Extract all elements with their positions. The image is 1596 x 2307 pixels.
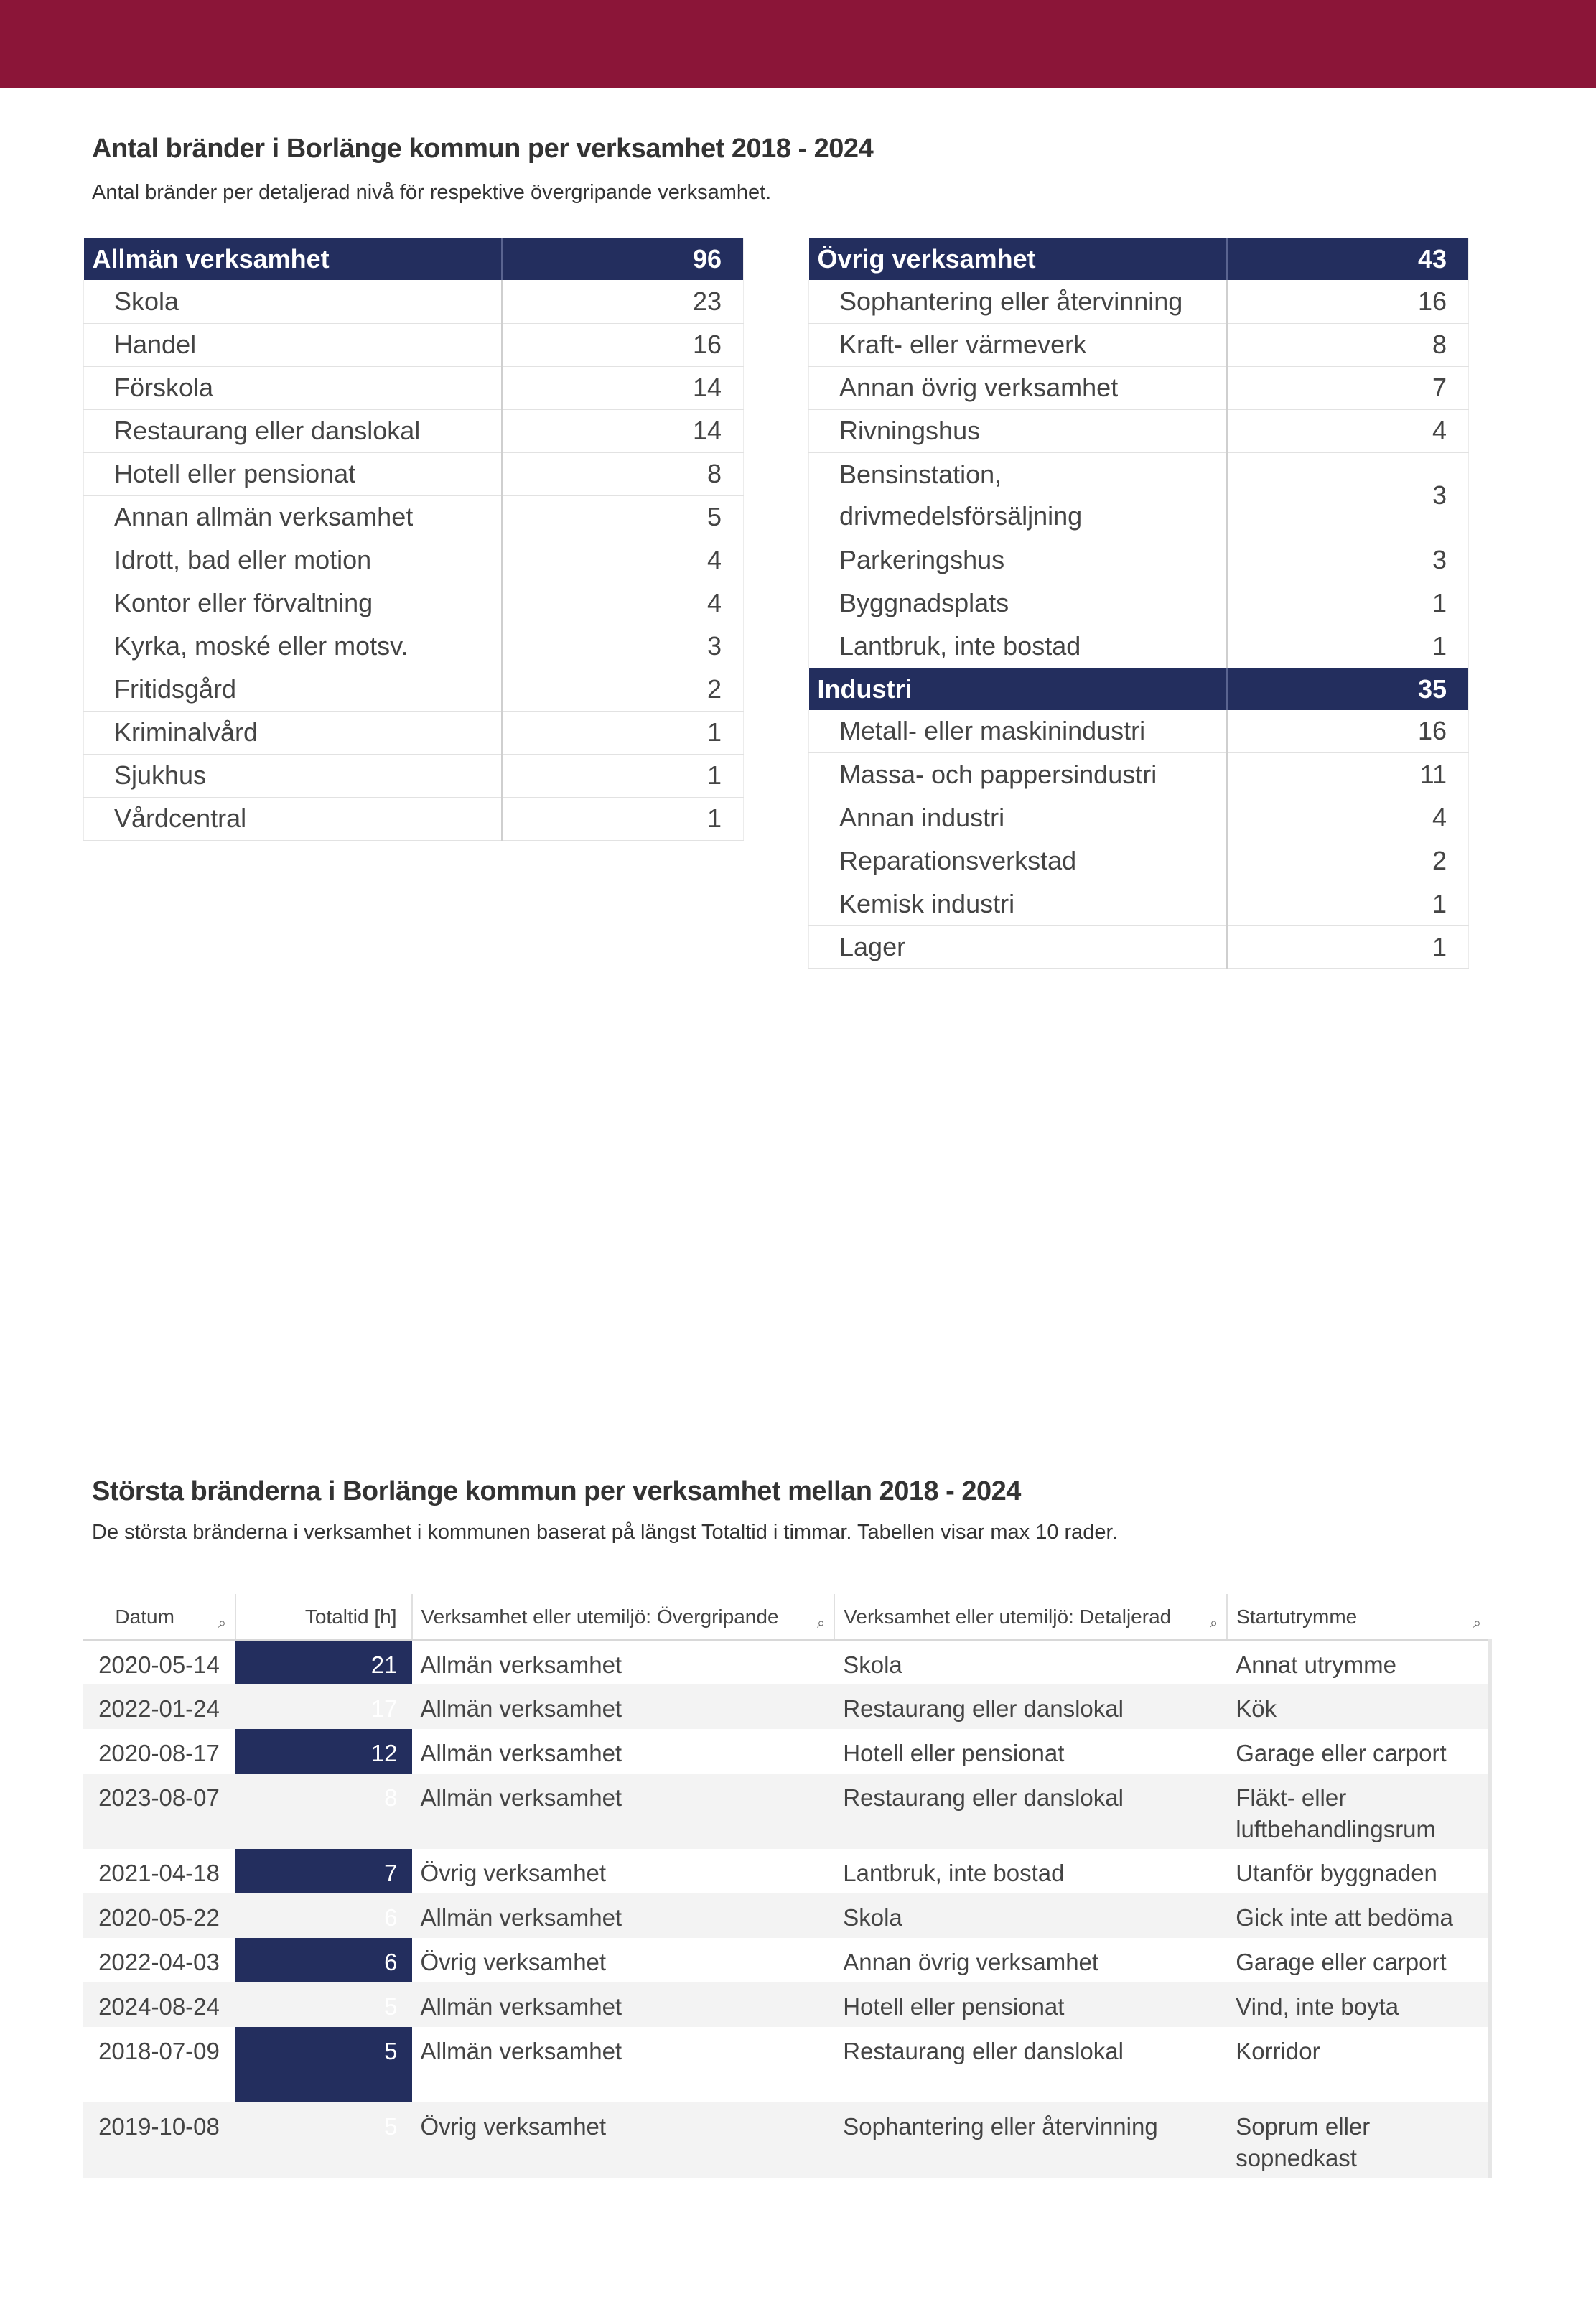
column-header-overall-label: Verksamhet eller utemiljö: Övergripande <box>421 1605 779 1628</box>
category-label: Rivningshus <box>809 409 1227 452</box>
total-time-cell: 6 <box>235 1938 412 1982</box>
category-row <box>84 797 744 840</box>
section-subtitle-largest-fires: De största bränderna i verksamhet i kommunen baserat på längst Totaltid i timmar. Tabellen visar max 10 rader. <box>92 1521 1118 1544</box>
start-room-cell: Soprum eller sopnedkast <box>1227 2102 1490 2178</box>
detailed-activity-cell: Skola <box>834 1893 1227 1938</box>
category-count: 1 <box>1227 882 1469 926</box>
column-header-total[interactable] <box>235 1594 412 1640</box>
overall-activity-cell: Allmän verksamhet <box>412 1982 835 2027</box>
start-room-cell: Gick inte att bedöma <box>1227 1893 1490 1938</box>
category-count: 11 <box>1227 753 1469 796</box>
total-time-cell: 8 <box>235 1774 412 1849</box>
category-label: Kyrka, moské eller motsv. <box>84 625 502 668</box>
category-count: 2 <box>502 668 744 711</box>
category-row <box>809 926 1469 969</box>
category-label: Sjukhus <box>84 754 502 797</box>
category-count: 1 <box>1227 625 1469 668</box>
section-title-fires-by-activity: Antal bränder i Borlänge kommun per verksamhet 2018 - 2024 <box>92 134 874 164</box>
category-label: Kemisk industri <box>809 882 1227 926</box>
category-row <box>809 452 1469 539</box>
total-time-cell: 17 <box>235 1684 412 1729</box>
overall-activity-cell: Allmän verksamhet <box>412 1684 835 1729</box>
category-count: 1 <box>502 754 744 797</box>
category-label: Annan industri <box>809 796 1227 839</box>
category-label: Sophantering eller återvinning <box>809 280 1227 323</box>
overall-activity-cell: Allmän verksamhet <box>412 1893 835 1938</box>
category-row <box>809 280 1469 323</box>
group-name: Allmän verksamhet <box>84 238 502 280</box>
start-room-cell: Korridor <box>1227 2027 1490 2102</box>
category-count: 16 <box>1227 710 1469 753</box>
category-row <box>84 452 744 495</box>
category-row <box>84 280 744 323</box>
date-cell: 2022-04-03 <box>98 1949 220 1975</box>
category-count: 4 <box>1227 796 1469 839</box>
table-row <box>83 1729 1490 1774</box>
start-room-cell: Utanför byggnaden <box>1227 1849 1490 1893</box>
category-count: 14 <box>502 409 744 452</box>
table-row <box>83 1684 1490 1729</box>
category-row <box>84 625 744 668</box>
category-label: Skola <box>84 280 502 323</box>
category-label: Hotell eller pensionat <box>84 452 502 495</box>
group-name: Övrig verksamhet <box>809 238 1227 280</box>
magnifier-icon[interactable]: ⌕ <box>817 1616 826 1631</box>
overall-activity-cell: Övrig verksamhet <box>412 2102 835 2178</box>
category-label: Kontor eller förvaltning <box>84 582 502 625</box>
date-cell: 2020-05-22 <box>83 1893 235 1938</box>
category-label: Handel <box>84 323 502 366</box>
date-cell: 2022-01-24 <box>83 1684 235 1729</box>
group-total: 35 <box>1227 668 1469 710</box>
category-row <box>809 710 1469 753</box>
category-label: Annan allmän verksamhet <box>84 495 502 539</box>
category-count: 8 <box>502 452 744 495</box>
category-count: 3 <box>1227 539 1469 582</box>
category-row <box>84 539 744 582</box>
column-header-detailed[interactable] <box>834 1594 1227 1640</box>
magnifier-icon[interactable]: ⌕ <box>1473 1616 1481 1631</box>
start-room-cell: Kök <box>1227 1684 1490 1729</box>
category-row <box>809 839 1469 882</box>
date-cell: 2018-07-09 <box>98 2038 220 2064</box>
category-row <box>809 409 1469 452</box>
category-label: Förskola <box>84 366 502 409</box>
column-header-total-label: Totaltid [h] <box>304 1605 397 1628</box>
column-header-detailed-label: Verksamhet eller utemiljö: Detaljerad <box>844 1605 1172 1628</box>
table-row <box>83 2027 1490 2102</box>
overall-activity-cell: Allmän verksamhet <box>420 1651 622 1678</box>
category-count: 1 <box>502 797 744 840</box>
total-time-cell: 12 <box>235 1729 412 1774</box>
table-row <box>83 1982 1490 2027</box>
detailed-activity-cell: Restaurang eller danslokal <box>834 1774 1227 1849</box>
overall-activity-cell: Övrig verksamhet <box>420 1860 607 1886</box>
category-label: Metall- eller maskinindustri <box>809 710 1227 753</box>
column-header-start-room-label: Startutrymme <box>1236 1605 1358 1628</box>
detailed-activity-cell: Hotell eller pensionat <box>834 1982 1227 2027</box>
total-time-cell: 6 <box>235 1893 412 1938</box>
date-cell: 2020-08-17 <box>98 1740 220 1766</box>
magnifier-icon[interactable]: ⌕ <box>1209 1616 1218 1631</box>
overall-activity-cell: Allmän verksamhet <box>420 1740 622 1766</box>
date-cell: 2020-05-14 <box>98 1651 220 1678</box>
detailed-activity-cell: Lantbruk, inte bostad <box>843 1860 1065 1886</box>
section-title-largest-fires: Största bränderna i Borlänge kommun per verksamhet mellan 2018 - 2024 <box>92 1476 1021 1506</box>
category-count: 2 <box>1227 839 1469 882</box>
category-count: 3 <box>1227 452 1469 539</box>
section-subtitle-fires-by-activity: Antal bränder per detaljerad nivå för respektive övergripande verksamhet. <box>92 181 772 204</box>
category-count: 4 <box>502 539 744 582</box>
table-row <box>83 2102 1490 2178</box>
category-count: 1 <box>502 711 744 754</box>
table-row <box>83 1774 1490 1849</box>
category-label: Parkeringshus <box>809 539 1227 582</box>
overall-activity-cell: Allmän verksamhet <box>420 2038 622 2064</box>
category-count: 4 <box>1227 409 1469 452</box>
total-time-cell: 5 <box>235 1982 412 2027</box>
category-label: Bensinstation, drivmedelsförsäljning <box>809 452 1227 539</box>
category-label: Massa- och pappersindustri <box>809 753 1227 796</box>
category-label: Fritidsgård <box>84 668 502 711</box>
start-room-cell: Fläkt- eller luftbehandlingsrum <box>1227 1774 1490 1849</box>
table-row <box>83 1640 1490 1684</box>
category-label: Idrott, bad eller motion <box>84 539 502 582</box>
category-row <box>809 796 1469 839</box>
category-label: Annan övrig verksamhet <box>809 366 1227 409</box>
category-count: 1 <box>1227 582 1469 625</box>
category-row <box>809 582 1469 625</box>
category-label: Kraft- eller värmeverk <box>809 323 1227 366</box>
table-row <box>83 1849 1490 1893</box>
start-room-cell: Vind, inte boyta <box>1227 1982 1490 2027</box>
table-row <box>83 1938 1490 1982</box>
detailed-activity-cell: Restaurang eller danslokal <box>843 2038 1124 2064</box>
date-cell: 2023-08-07 <box>83 1774 235 1849</box>
overall-activity-cell: Övrig verksamhet <box>420 1949 607 1975</box>
category-group-header[interactable] <box>84 238 744 280</box>
category-row <box>84 323 744 366</box>
start-room-cell: Garage eller carport <box>1227 1729 1490 1774</box>
category-count: 5 <box>502 495 744 539</box>
column-header-start-room[interactable] <box>1227 1594 1490 1640</box>
category-label: Lager <box>809 926 1227 969</box>
largest-fires-table <box>83 1594 1492 2178</box>
category-row <box>84 409 744 452</box>
total-time-cell: 21 <box>235 1640 412 1684</box>
category-label: Byggnadsplats <box>809 582 1227 625</box>
category-group-header[interactable] <box>809 668 1469 710</box>
category-count: 16 <box>1227 280 1469 323</box>
category-label: Reparationsverkstad <box>809 839 1227 882</box>
category-row <box>809 366 1469 409</box>
category-row <box>84 754 744 797</box>
category-row <box>84 495 744 539</box>
date-cell: 2021-04-18 <box>98 1860 220 1886</box>
category-group-header[interactable] <box>809 238 1469 280</box>
group-total: 96 <box>502 238 744 280</box>
category-count: 7 <box>1227 366 1469 409</box>
start-room-cell: Garage eller carport <box>1227 1938 1490 1982</box>
group-name: Industri <box>809 668 1227 710</box>
top-color-band <box>0 0 1596 88</box>
date-cell: 2019-10-08 <box>83 2102 235 2178</box>
category-count: 14 <box>502 366 744 409</box>
total-time-cell: 7 <box>235 1849 412 1893</box>
detailed-activity-cell: Sophantering eller återvinning <box>834 2102 1227 2178</box>
column-header-date-label: Datum <box>115 1605 174 1628</box>
group-total: 43 <box>1227 238 1469 280</box>
category-row <box>809 539 1469 582</box>
category-count: 3 <box>502 625 744 668</box>
total-time-cell: 5 <box>235 2027 412 2102</box>
category-label: Lantbruk, inte bostad <box>809 625 1227 668</box>
column-header-overall[interactable] <box>412 1594 835 1640</box>
category-count: 1 <box>1227 926 1469 969</box>
detailed-activity-cell: Annan övrig verksamhet <box>843 1949 1099 1975</box>
category-row <box>84 366 744 409</box>
right-category-table <box>808 238 1469 969</box>
start-room-cell: Annat utrymme <box>1227 1640 1490 1684</box>
detailed-activity-cell: Restaurang eller danslokal <box>834 1684 1227 1729</box>
category-label: Restaurang eller danslokal <box>84 409 502 452</box>
category-row <box>809 882 1469 926</box>
column-header-date[interactable] <box>83 1594 235 1640</box>
magnifier-icon[interactable]: ⌕ <box>218 1616 226 1631</box>
category-row <box>809 625 1469 668</box>
category-label: Kriminalvård <box>84 711 502 754</box>
category-count: 23 <box>502 280 744 323</box>
category-count: 4 <box>502 582 744 625</box>
table-row <box>83 1893 1490 1938</box>
category-row <box>84 711 744 754</box>
category-label: Vårdcentral <box>84 797 502 840</box>
date-cell: 2024-08-24 <box>83 1982 235 2027</box>
category-row <box>809 323 1469 366</box>
category-row <box>809 753 1469 796</box>
detailed-activity-cell: Hotell eller pensionat <box>843 1740 1065 1766</box>
left-category-table <box>83 238 744 841</box>
overall-activity-cell: Allmän verksamhet <box>412 1774 835 1849</box>
total-time-cell: 5 <box>235 2102 412 2178</box>
category-row <box>84 668 744 711</box>
category-count: 8 <box>1227 323 1469 366</box>
detailed-activity-cell: Skola <box>843 1651 902 1678</box>
category-count: 16 <box>502 323 744 366</box>
category-row <box>84 582 744 625</box>
